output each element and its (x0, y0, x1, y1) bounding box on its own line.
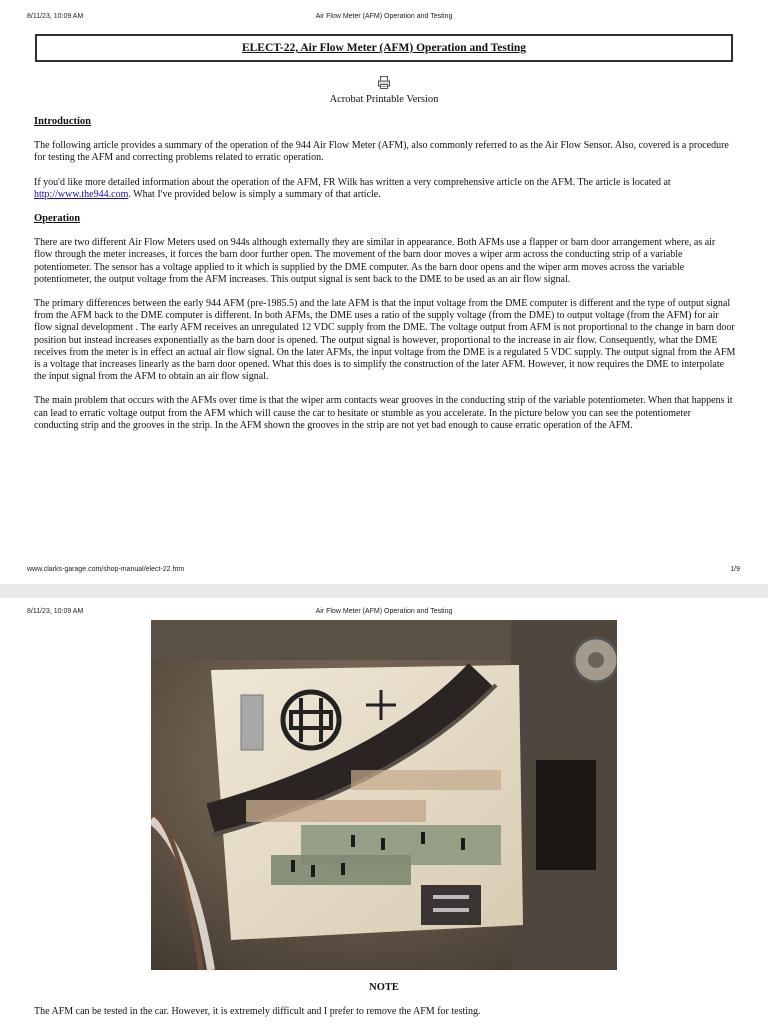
header-doc-title: Air Flow Meter (AFM) Operation and Testing (315, 608, 453, 615)
header-datetime: 8/11/23, 10:09 AM (27, 608, 84, 615)
pdf-link[interactable] (0, 76, 768, 105)
footer-page-number: 1/9 (730, 566, 740, 573)
footer-url: www.clarks-garage.com/shop-manual/elect-22.htm (27, 566, 185, 573)
operation-paragraph-3: The main problem that occurs with the AFMs over time is that the wiper arm contacts wear grooves in the conducting strip of the variable potentiometer. When that happens it can lead to erratic voltage output from the AFM which will cause the car to hesitate or stumble as you accelerate. In the picture below you can see the potentiometer conducting strip and the grooves in the strip. In the AFM shown the grooves in the strip are not yet bad enough to cause erratic operation of the AFM. (34, 395, 733, 431)
note-text: The AFM can be tested in the car. However, it is extremely difficult and I prefer to remove the AFM for testing. (34, 1006, 481, 1017)
intro-paragraph-1: The following article provides a summary of the operation of the 944 Air Flow Meter (AFM), also commonly referred to as the Air Flow Sensor. Also, covered is a procedure for testing the AFM and correcting problems related to erratic operation. (34, 140, 729, 164)
operation-paragraph-2: The primary differences between the early 944 AFM (pre-1985.5) and the late AFM is that the input voltage from the DME computer is different and the type of output signal from the AFM back to the DME computer is different. In both AFMs, the DME uses a ratio of the supply voltage (from the DME) to output voltage (from the AFM) for air flow signal development . The early AFM receives an unregulated 12 VDC supply from the DME. The voltage output from AFM is not proportional to the change in barn door position but instead increases exponentially as the barn door is opened. The output signal is however, proportional to the increase in air flow. Consequently, what the DME receives from the meter is in effect an actual air flow signal. On the later AFMs, the input voltage from the DME is a regulated 5 VDC supply. The output signal from the AFM is a voltage that increases linearly as the barn door opened. What this does is to simplify the construction of the later AFM. However, it now requires the DME to interpolate the input signal from the AFM to obtain an air flow signal. (34, 298, 736, 383)
header-doc-title: Air Flow Meter (AFM) Operation and Testing (315, 13, 453, 20)
page-title: ELECT-22, Air Flow Meter (AFM) Operation and Testing (35, 34, 733, 62)
afm-potentiometer-photo (151, 620, 617, 970)
the944-link[interactable]: http://www.the944.com (34, 188, 129, 200)
operation-heading: Operation (34, 213, 81, 225)
operation-paragraph-1: There are two different Air Flow Meters used on 944s although externally they are similar in appearance. Both AFMs use a flapper or barn door arrangement where, as air flow through the meter increases, it forces the barn door further open. The movement of the barn door moves a wiper arm across the conducting strip of a variable potentiometer. The sensor has a voltage applied to it which is supplied by the DME computer. As the barn door opens and the wiper arm moves across the variable potentiometer, the output voltage from the AFM increases. This output signal is sent back to the DME to be used as an air flow signal. (34, 237, 716, 285)
header-datetime: 8/11/23, 10:09 AM (27, 13, 84, 20)
page-2 (0, 598, 768, 1024)
printer-icon[interactable] (378, 76, 390, 89)
note-heading: NOTE (369, 982, 399, 993)
article-body (34, 116, 736, 444)
introduction-heading: Introduction (34, 116, 91, 127)
intro-paragraph-2: If you'd like more detailed information about the operation of the AFM, FR Wilk has written a very comprehensive article on the AFM. The article is located at http://www.the944.com. What I've provided below is simply a summary of that article. (34, 176, 671, 200)
pdf-link-label[interactable]: Acrobat Printable Version (329, 94, 439, 105)
